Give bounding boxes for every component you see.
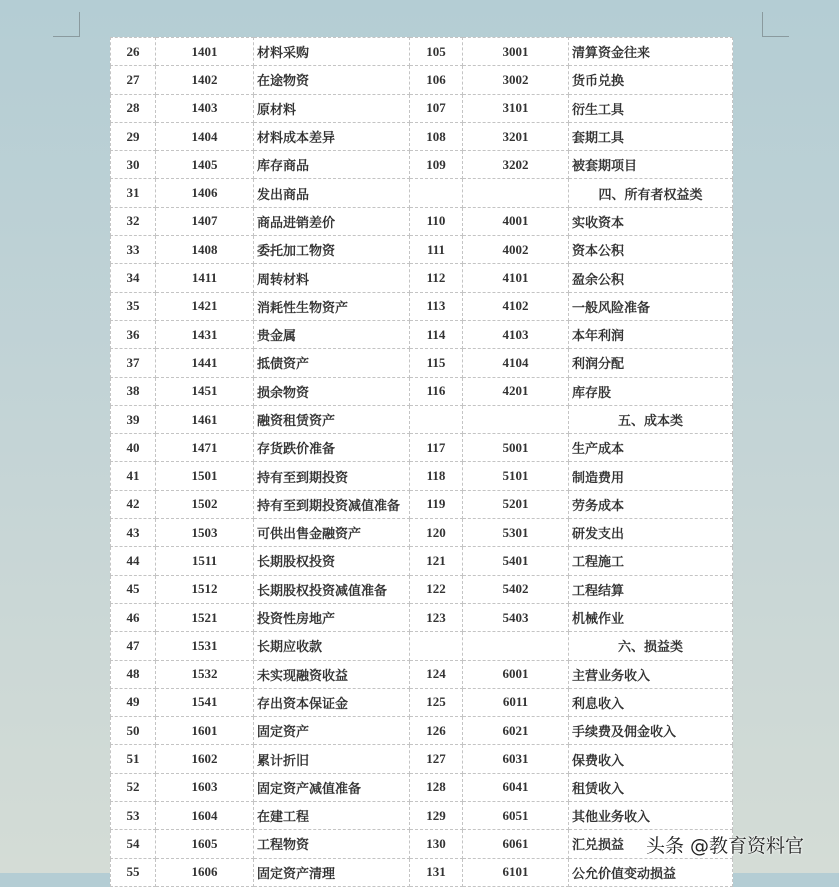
account-name-cell[interactable]: 原材料	[254, 94, 410, 122]
account-code-cell[interactable]: 6011	[463, 688, 569, 716]
account-code-cell[interactable]: 6041	[463, 773, 569, 801]
seq-number-cell[interactable]: 126	[410, 717, 463, 745]
seq-number-cell[interactable]: 113	[410, 292, 463, 320]
account-code-cell[interactable]: 5402	[463, 575, 569, 603]
account-name-cell[interactable]: 制造费用	[569, 462, 733, 490]
seq-number-cell[interactable]: 32	[111, 207, 156, 235]
seq-number-cell[interactable]: 37	[111, 349, 156, 377]
account-name-cell[interactable]: 消耗性生物资产	[254, 292, 410, 320]
seq-number-cell[interactable]: 109	[410, 151, 463, 179]
table-row	[111, 632, 733, 660]
account-name-cell[interactable]: 工程物资	[254, 830, 410, 858]
account-name-cell[interactable]: 工程结算	[569, 575, 733, 603]
account-code-cell[interactable]: 6021	[463, 717, 569, 745]
account-name-cell[interactable]: 投资性房地产	[254, 603, 410, 631]
account-code-cell[interactable]	[463, 632, 569, 660]
seq-number-cell[interactable]: 119	[410, 490, 463, 518]
account-code-cell[interactable]: 1421	[156, 292, 254, 320]
account-code-cell[interactable]: 1531	[156, 632, 254, 660]
account-name-cell[interactable]: 保费收入	[569, 745, 733, 773]
account-name-cell[interactable]: 损余物资	[254, 377, 410, 405]
seq-number-cell[interactable]: 129	[410, 802, 463, 830]
account-name-cell[interactable]: 机械作业	[569, 603, 733, 631]
account-name-cell[interactable]: 利息收入	[569, 688, 733, 716]
account-name-cell[interactable]: 长期股权投资减值准备	[254, 575, 410, 603]
seq-number-cell[interactable]: 114	[410, 320, 463, 348]
seq-number-cell[interactable]: 123	[410, 603, 463, 631]
account-name-cell[interactable]: 研发支出	[569, 519, 733, 547]
table-row	[111, 717, 733, 745]
account-name-cell[interactable]: 融资租赁资产	[254, 405, 410, 433]
seq-number-cell[interactable]: 39	[111, 405, 156, 433]
seq-number-cell[interactable]: 28	[111, 94, 156, 122]
table-row	[111, 292, 733, 320]
table-row	[111, 660, 733, 688]
table-row	[111, 377, 733, 405]
account-code-cell[interactable]: 1441	[156, 349, 254, 377]
seq-number-cell[interactable]: 45	[111, 575, 156, 603]
account-code-cell[interactable]: 1601	[156, 717, 254, 745]
account-code-cell[interactable]: 1461	[156, 405, 254, 433]
table-row	[111, 236, 733, 264]
seq-number-cell[interactable]: 110	[410, 207, 463, 235]
account-name-cell[interactable]: 材料成本差异	[254, 122, 410, 150]
account-code-cell[interactable]: 1471	[156, 434, 254, 462]
table-row	[111, 122, 733, 150]
account-code-cell[interactable]: 4104	[463, 349, 569, 377]
seq-number-cell[interactable]: 49	[111, 688, 156, 716]
account-name-cell[interactable]: 持有至到期投资减值准备	[254, 490, 410, 518]
account-code-cell[interactable]: 6101	[463, 858, 569, 886]
account-name-cell[interactable]: 资本公积	[569, 236, 733, 264]
account-code-cell[interactable]: 5403	[463, 603, 569, 631]
account-name-cell[interactable]: 库存股	[569, 377, 733, 405]
account-code-cell[interactable]: 1408	[156, 236, 254, 264]
account-name-cell[interactable]: 累计折旧	[254, 745, 410, 773]
account-code-cell[interactable]: 5101	[463, 462, 569, 490]
seq-number-cell[interactable]: 42	[111, 490, 156, 518]
account-code-cell[interactable]: 1411	[156, 264, 254, 292]
account-code-cell[interactable]: 5001	[463, 434, 569, 462]
table-row	[111, 802, 733, 830]
seq-number-cell[interactable]: 43	[111, 519, 156, 547]
table-row	[111, 434, 733, 462]
account-code-cell[interactable]: 1451	[156, 377, 254, 405]
account-name-cell[interactable]: 实收资本	[569, 207, 733, 235]
account-name-cell[interactable]: 抵债资产	[254, 349, 410, 377]
seq-number-cell[interactable]: 116	[410, 377, 463, 405]
account-name-cell[interactable]: 劳务成本	[569, 490, 733, 518]
seq-number-cell[interactable]: 53	[111, 802, 156, 830]
account-name-cell[interactable]: 汇兑损益	[569, 830, 733, 858]
account-code-cell[interactable]: 4103	[463, 320, 569, 348]
table-row	[111, 207, 733, 235]
table-row	[111, 830, 733, 858]
table-row	[111, 349, 733, 377]
account-name-cell[interactable]: 固定资产减值准备	[254, 773, 410, 801]
section-heading-cell[interactable]: 五、成本类	[569, 405, 733, 433]
account-name-cell[interactable]: 库存商品	[254, 151, 410, 179]
seq-number-cell[interactable]: 48	[111, 660, 156, 688]
account-code-cell[interactable]	[463, 405, 569, 433]
account-name-cell[interactable]: 商品进销差价	[254, 207, 410, 235]
seq-number-cell[interactable]: 33	[111, 236, 156, 264]
seq-number-cell[interactable]: 107	[410, 94, 463, 122]
seq-number-cell[interactable]: 55	[111, 858, 156, 886]
account-name-cell[interactable]: 委托加工物资	[254, 236, 410, 264]
watermark: 头条 @教育资料官	[646, 835, 805, 857]
seq-number-cell[interactable]: 41	[111, 462, 156, 490]
account-code-cell[interactable]: 1603	[156, 773, 254, 801]
table-row	[111, 575, 733, 603]
account-code-cell[interactable]: 1402	[156, 66, 254, 94]
account-code-cell[interactable]: 4101	[463, 264, 569, 292]
account-name-cell[interactable]: 主营业务收入	[569, 660, 733, 688]
account-code-cell[interactable]: 5201	[463, 490, 569, 518]
table-row	[111, 490, 733, 518]
seq-number-cell[interactable]: 118	[410, 462, 463, 490]
seq-number-cell[interactable]: 106	[410, 66, 463, 94]
account-name-cell[interactable]: 长期股权投资	[254, 547, 410, 575]
table-row	[111, 151, 733, 179]
seq-number-cell[interactable]: 121	[410, 547, 463, 575]
account-code-cell[interactable]: 1605	[156, 830, 254, 858]
seq-number-cell[interactable]: 26	[111, 38, 156, 66]
seq-number-cell[interactable]: 40	[111, 434, 156, 462]
seq-number-cell[interactable]: 50	[111, 717, 156, 745]
seq-number-cell[interactable]: 38	[111, 377, 156, 405]
seq-number-cell[interactable]: 124	[410, 660, 463, 688]
account-name-cell[interactable]: 被套期项目	[569, 151, 733, 179]
account-code-cell[interactable]: 4002	[463, 236, 569, 264]
account-code-cell[interactable]: 3201	[463, 122, 569, 150]
seq-number-cell[interactable]: 46	[111, 603, 156, 631]
account-code-cell[interactable]: 1407	[156, 207, 254, 235]
seq-number-cell[interactable]: 111	[410, 236, 463, 264]
table-row	[111, 688, 733, 716]
table-row	[111, 66, 733, 94]
account-code-cell[interactable]: 3001	[463, 38, 569, 66]
account-name-cell[interactable]: 生产成本	[569, 434, 733, 462]
account-name-cell[interactable]: 持有至到期投资	[254, 462, 410, 490]
table-row	[111, 320, 733, 348]
table-row	[111, 405, 733, 433]
account-name-cell[interactable]: 货币兑换	[569, 66, 733, 94]
account-code-cell[interactable]: 1405	[156, 151, 254, 179]
seq-number-cell[interactable]: 44	[111, 547, 156, 575]
account-name-cell[interactable]: 未实现融资收益	[254, 660, 410, 688]
account-name-cell[interactable]: 固定资产清理	[254, 858, 410, 886]
table-row	[111, 603, 733, 631]
seq-number-cell[interactable]: 127	[410, 745, 463, 773]
account-code-cell[interactable]: 5401	[463, 547, 569, 575]
account-code-cell[interactable]: 1606	[156, 858, 254, 886]
account-code-cell[interactable]: 3101	[463, 94, 569, 122]
account-code-cell[interactable]: 1431	[156, 320, 254, 348]
account-name-cell[interactable]: 租赁收入	[569, 773, 733, 801]
account-code-cell[interactable]: 3002	[463, 66, 569, 94]
account-code-cell[interactable]: 1521	[156, 603, 254, 631]
table-row	[111, 773, 733, 801]
account-code-cell[interactable]: 1512	[156, 575, 254, 603]
seq-number-cell[interactable]: 128	[410, 773, 463, 801]
seq-number-cell[interactable]: 30	[111, 151, 156, 179]
section-heading-cell[interactable]: 四、所有者权益类	[569, 179, 733, 207]
seq-number-cell[interactable]: 54	[111, 830, 156, 858]
table-row	[111, 519, 733, 547]
seq-number-cell[interactable]	[410, 179, 463, 207]
account-code-cell[interactable]: 1604	[156, 802, 254, 830]
account-code-cell[interactable]: 1406	[156, 179, 254, 207]
seq-number-cell[interactable]: 115	[410, 349, 463, 377]
account-code-cell[interactable]: 1532	[156, 660, 254, 688]
seq-number-cell[interactable]: 51	[111, 745, 156, 773]
seq-number-cell[interactable]	[410, 405, 463, 433]
account-code-cell[interactable]: 6001	[463, 660, 569, 688]
account-name-cell[interactable]: 固定资产	[254, 717, 410, 745]
account-name-cell[interactable]: 手续费及佣金收入	[569, 717, 733, 745]
account-name-cell[interactable]: 材料采购	[254, 38, 410, 66]
seq-number-cell[interactable]: 34	[111, 264, 156, 292]
seq-number-cell[interactable]: 120	[410, 519, 463, 547]
seq-number-cell[interactable]: 52	[111, 773, 156, 801]
table-row	[111, 179, 733, 207]
table-row	[111, 264, 733, 292]
account-code-cell[interactable]: 4001	[463, 207, 569, 235]
seq-number-cell[interactable]: 29	[111, 122, 156, 150]
seq-number-cell[interactable]: 122	[410, 575, 463, 603]
account-code-cell[interactable]: 1602	[156, 745, 254, 773]
table-row	[111, 547, 733, 575]
account-name-cell[interactable]: 公允价值变动损益	[569, 858, 733, 886]
account-code-cell[interactable]: 1501	[156, 462, 254, 490]
seq-number-cell[interactable]: 31	[111, 179, 156, 207]
account-name-cell[interactable]: 衍生工具	[569, 94, 733, 122]
seq-number-cell[interactable]: 130	[410, 830, 463, 858]
seq-number-cell[interactable]: 35	[111, 292, 156, 320]
account-code-cell[interactable]: 1511	[156, 547, 254, 575]
account-name-cell[interactable]: 可供出售金融资产	[254, 519, 410, 547]
account-name-cell[interactable]: 套期工具	[569, 122, 733, 150]
account-code-cell[interactable]: 6031	[463, 745, 569, 773]
account-name-cell[interactable]: 一般风险准备	[569, 292, 733, 320]
account-name-cell[interactable]: 工程施工	[569, 547, 733, 575]
seq-number-cell[interactable]: 47	[111, 632, 156, 660]
account-name-cell[interactable]: 周转材料	[254, 264, 410, 292]
account-name-cell[interactable]: 清算资金往来	[569, 38, 733, 66]
table-row	[111, 94, 733, 122]
account-code-cell[interactable]: 6061	[463, 830, 569, 858]
seq-number-cell[interactable]: 125	[410, 688, 463, 716]
table-row	[111, 858, 733, 886]
account-code-cell[interactable]: 4102	[463, 292, 569, 320]
account-code-cell[interactable]	[463, 179, 569, 207]
account-code-cell[interactable]: 3202	[463, 151, 569, 179]
account-code-cell[interactable]: 4201	[463, 377, 569, 405]
table-row	[111, 745, 733, 773]
seq-number-cell[interactable]: 131	[410, 858, 463, 886]
account-name-cell[interactable]: 在建工程	[254, 802, 410, 830]
account-code-cell[interactable]: 6051	[463, 802, 569, 830]
account-name-cell[interactable]: 盈余公积	[569, 264, 733, 292]
seq-number-cell[interactable]: 117	[410, 434, 463, 462]
account-name-cell[interactable]: 贵金属	[254, 320, 410, 348]
account-code-cell[interactable]: 1502	[156, 490, 254, 518]
account-codes-table	[110, 37, 733, 887]
seq-number-cell[interactable]: 112	[410, 264, 463, 292]
account-name-cell[interactable]: 其他业务收入	[569, 802, 733, 830]
page-corner-mark-right	[762, 12, 789, 37]
table-row	[111, 38, 733, 66]
page-corner-mark-left	[53, 12, 80, 37]
account-name-cell[interactable]: 本年利润	[569, 320, 733, 348]
account-code-cell[interactable]: 1403	[156, 94, 254, 122]
account-name-cell[interactable]: 利润分配	[569, 349, 733, 377]
account-code-cell[interactable]: 1503	[156, 519, 254, 547]
table-row	[111, 462, 733, 490]
seq-number-cell[interactable]	[410, 632, 463, 660]
account-code-cell[interactable]: 1404	[156, 122, 254, 150]
seq-number-cell[interactable]: 36	[111, 320, 156, 348]
account-code-cell[interactable]: 5301	[463, 519, 569, 547]
seq-number-cell[interactable]: 105	[410, 38, 463, 66]
seq-number-cell[interactable]: 108	[410, 122, 463, 150]
section-heading-cell[interactable]: 六、损益类	[569, 632, 733, 660]
account-name-cell[interactable]: 在途物资	[254, 66, 410, 94]
account-name-cell[interactable]: 存出资本保证金	[254, 688, 410, 716]
account-code-cell[interactable]: 1541	[156, 688, 254, 716]
account-name-cell[interactable]: 存货跌价准备	[254, 434, 410, 462]
account-name-cell[interactable]: 发出商品	[254, 179, 410, 207]
account-name-cell[interactable]: 长期应收款	[254, 632, 410, 660]
account-code-cell[interactable]: 1401	[156, 38, 254, 66]
seq-number-cell[interactable]: 27	[111, 66, 156, 94]
